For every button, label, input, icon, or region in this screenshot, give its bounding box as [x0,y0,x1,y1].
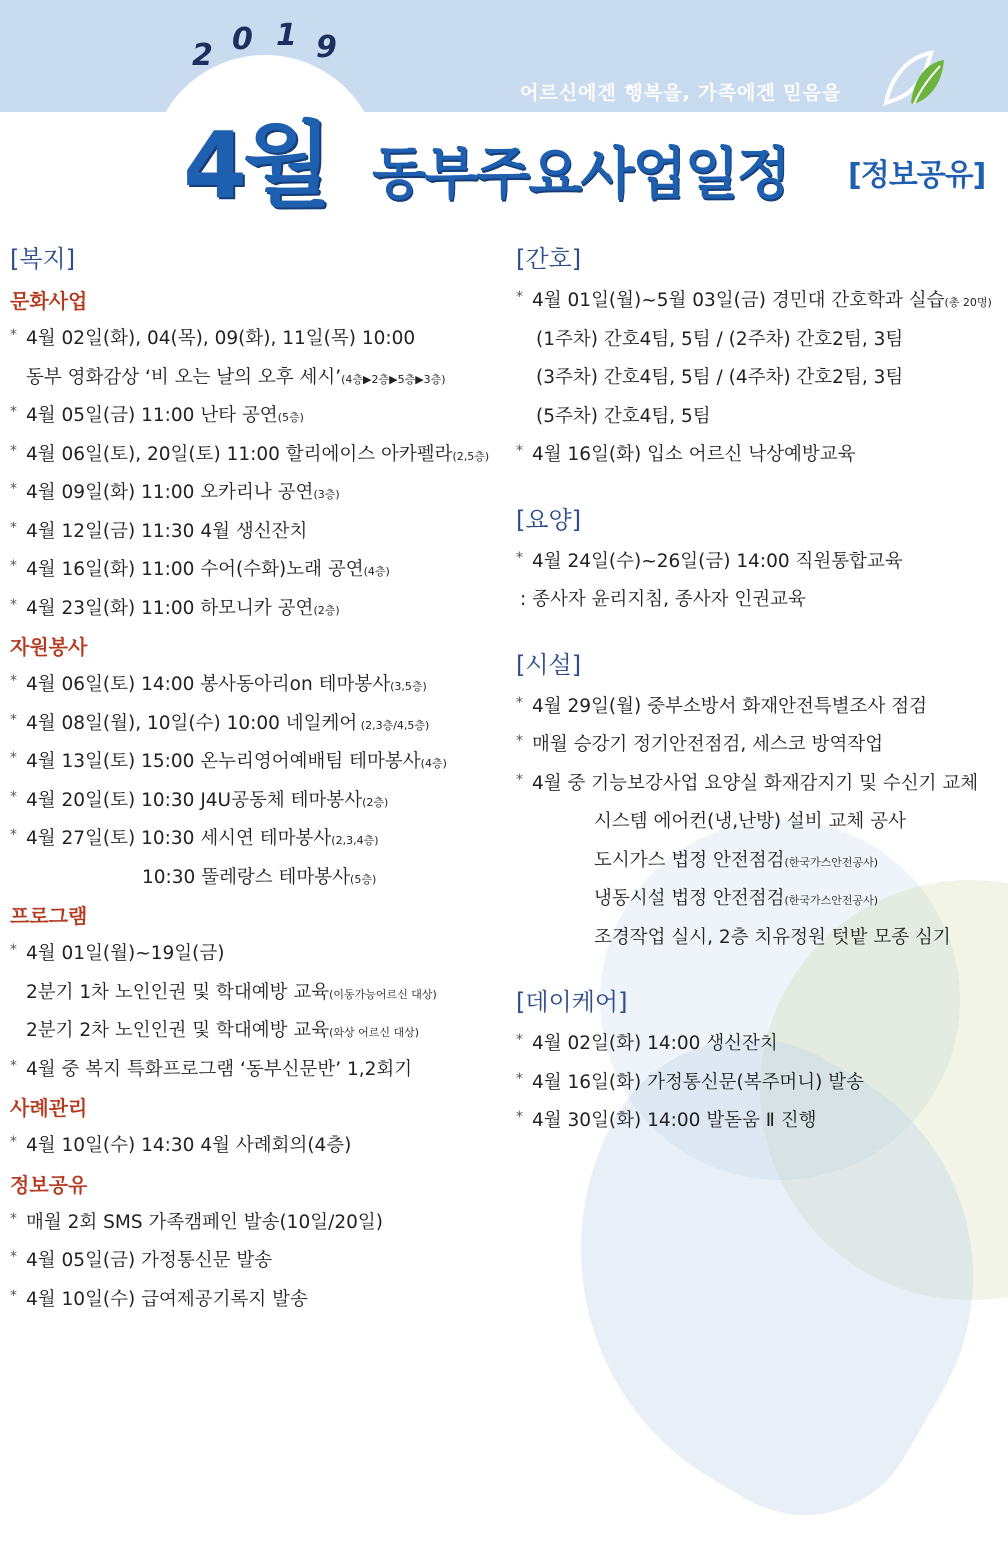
list-item [516,1102,1008,1141]
section-title-care: [요양] [516,505,582,534]
bullet-icon: * [10,1249,17,1265]
list-item [516,282,1008,321]
bullet-icon: * [10,788,17,805]
item-text: 2분기 1차 노인인권 및 학대예방 교육 [26,981,330,1003]
item-text: 4월 10일(수) 급여제공기록지 발송 [26,1288,308,1310]
year-digit: 1 [276,18,297,53]
list-item [10,859,505,898]
section-title-nursing: [간호] [516,245,582,273]
subsection-culture: 문화사업 [10,289,88,313]
list-item [10,397,505,436]
location-note: (이동가능어르신 대상) [329,987,437,1001]
item-text: 4월 02일(화), 04(목), 09(화), 11일(목) 10:00 [26,328,416,349]
list-item [516,321,1008,360]
list-item [10,705,505,744]
list-item [10,1281,505,1320]
list-item [10,935,505,974]
location-note: (4층) [420,757,447,770]
item-text: (5주차) 간호4팀, 5팀 [536,405,711,427]
item-text: 4월 16일(화) 입소 어르신 낙상예방교육 [532,444,856,465]
item-text: (1주차) 간호4팀, 5팀 / (2주차) 간호2팀, 3팀 [536,328,904,350]
bullet-icon: * [10,673,17,689]
bullet-icon: * [10,827,17,843]
slogan: 어르신에겐 행복을, 가족에겐 믿음을 [520,82,842,104]
location-note: (2,3,4층) [331,834,379,847]
left-column [10,236,505,1319]
item-text: 2분기 2차 노인인권 및 학대예방 교육 [26,1020,330,1041]
bullet-icon: * [10,942,17,958]
location-note: (와상 어르신 대상) [329,1026,420,1039]
item-text: 4월 05일(금) 11:00 난타 공연 [26,405,278,426]
item-text: 4월 09일(화) 11:00 오카리나 공연 [26,482,314,503]
list-item [10,474,505,513]
bullet-icon: * [516,443,523,459]
location-note: (2,3층/4,5층) [357,718,430,732]
year-digit: 0 [232,22,253,57]
item-text: 4월 29일(월) 중부소방서 화재안전특별조사 점검 [532,695,927,717]
item-text: 4월 30일(화) 14:00 발돋움 Ⅱ 진행 [532,1110,817,1131]
list-item [10,1051,505,1090]
list-item [10,1127,505,1166]
section-title-facility: [시설] [516,650,582,679]
list-item [10,820,505,859]
location-note: (4층) [363,565,390,578]
year-digit: 2 [192,38,213,73]
list-item [516,765,1008,804]
item-text: 4월 06일(토), 20일(토) 11:00 할리에이스 아카펠라 [26,443,453,465]
location-note: (2,5층) [452,449,490,463]
bullet-icon: * [516,549,523,566]
list-item [10,551,505,590]
list-item [10,513,505,552]
section-title-daycare: [데이케어] [516,988,628,1016]
item-text: 4월 16일(화) 가정통신문(복주머니) 발송 [532,1071,865,1093]
list-item [10,1012,505,1051]
item-text: 4월 02일(화) 14:00 생신잔치 [532,1033,778,1054]
bullet-icon: * [516,1109,523,1125]
item-text: 4월 24일(수)~26일(금) 14:00 직원통합교육 [532,550,903,572]
list-item [10,320,505,359]
bullet-icon: * [10,558,17,574]
location-note: (4층▶2층▶5층▶3층) [341,372,446,386]
item-text: 10:30 뚤레랑스 테마봉사 [142,866,351,888]
location-note: (2층) [313,603,340,617]
list-item [10,782,505,821]
bullet-icon: * [516,1032,523,1048]
list-item [10,1242,505,1281]
item-text: 시스템 에어컨(냉,난방) 설비 교체 공사 [594,811,906,832]
bullet-icon: * [516,733,523,749]
bullet-icon: * [10,442,17,459]
item-text: 4월 01일(월)~5월 03일(금) 경민대 간호학과 실습 [532,290,945,311]
page-title-tag: [정보공유] [848,158,986,193]
item-text: 4월 중 기능보강사업 요양실 화재감지기 및 수신기 교체 [532,772,979,794]
location-note: (5층) [350,872,377,886]
list-item [516,688,1008,727]
item-text: 4월 23일(화) 11:00 하모니카 공연 [26,597,314,619]
location-note: (3,5층) [390,680,427,693]
list-item [516,726,1008,765]
leaf-icon [876,48,946,108]
bullet-icon: * [516,1070,523,1087]
item-text: 4월 10일(수) 14:30 4월 사례회의(4층) [26,1135,352,1156]
item-text: 4월 12일(금) 11:30 4월 생신잔치 [26,520,308,542]
list-item [516,1025,1008,1064]
bullet-icon: * [10,1057,17,1074]
bullet-icon: * [516,289,523,305]
subsection-case: 사례관리 [10,1096,88,1120]
list-item [516,398,1008,437]
list-item [10,436,505,475]
list-item [516,543,1008,582]
list-item [516,359,1008,398]
item-text: 4월 01일(월)~19일(금) [26,943,225,964]
location-note: (총 20명) [944,296,992,309]
section-title-welfare: [복지] [10,245,76,273]
item-text: 매월 2회 SMS 가족캠페인 발송(10일/20일) [26,1211,383,1233]
list-item [516,436,1008,475]
list-item [516,919,1008,958]
item-text: 조경작업 실시, 2층 치유정원 텃밭 모종 심기 [594,926,951,948]
month-title: 4월 [183,112,328,219]
location-note: (한국가스안전공사) [784,855,879,869]
bullet-icon: * [516,694,523,711]
item-text: 매월 승강기 정기안전점검, 세스코 방역작업 [532,734,884,755]
bullet-icon: * [10,404,17,420]
bullet-icon: * [10,1210,17,1227]
item-text: 4월 13일(토) 15:00 온누리영어예배팀 테마봉사 [26,751,421,772]
item-text: 냉동시설 법정 안전점검 [594,888,785,909]
bullet-icon: * [10,711,17,728]
header-band [0,0,1008,112]
list-item [10,1204,505,1243]
list-item [516,803,1008,842]
bullet-icon: * [10,327,17,343]
bullet-icon: * [10,750,17,766]
item-text: 4월 06일(토) 14:00 봉사동아리on 테마봉사 [26,674,391,695]
item-text: 4월 05일(금) 가정통신문 발송 [26,1250,273,1271]
location-note: (3층) [313,488,340,501]
bullet-icon: * [10,596,17,613]
year-digit: 9 [316,30,337,65]
list-item [10,590,505,629]
list-item [10,359,505,398]
bullet-icon: * [10,519,17,536]
item-text: 도시가스 법정 안전점검 [594,849,785,871]
subsection-info: 정보공유 [10,1172,88,1197]
list-item [10,743,505,782]
bullet-icon: * [516,771,523,788]
item-text: 4월 27일(토) 10:30 세시연 테마봉사 [26,828,332,849]
item-text: (3주차) 간호4팀, 5팀 / (4주차) 간호2팀, 3팀 [536,367,904,388]
list-item [516,880,1008,919]
location-note: (한국가스안전공사) [784,894,879,907]
item-text: : 종사자 윤리지침, 종사자 인권교육 [520,589,806,610]
location-note: (5층) [277,411,304,424]
list-item [10,666,505,705]
item-text: 4월 16일(화) 11:00 수어(수화)노래 공연 [26,559,364,580]
list-item [516,1064,1008,1103]
right-column [516,236,1008,1141]
subsection-volunteer: 자원봉사 [10,635,88,659]
list-item [516,581,1008,620]
item-text: 4월 20일(토) 10:30 J4U공동체 테마봉사 [26,789,363,811]
item-text: 4월 중 복지 특화프로그램 ‘동부신문반’ 1,2회기 [26,1058,413,1080]
bullet-icon: * [10,481,17,497]
bullet-icon: * [10,1287,17,1304]
subsection-program: 프로그램 [10,904,88,928]
list-item [516,842,1008,881]
item-text: 동부 영화감상 ‘비 오는 날의 오후 세시’ [26,366,342,388]
item-text: 4월 08일(월), 10일(수) 10:00 네일케어 [26,712,358,734]
page-title: 동부주요사업일정 [372,142,789,207]
location-note: (2층) [362,795,389,809]
list-item [10,974,505,1013]
bullet-icon: * [10,1134,17,1150]
